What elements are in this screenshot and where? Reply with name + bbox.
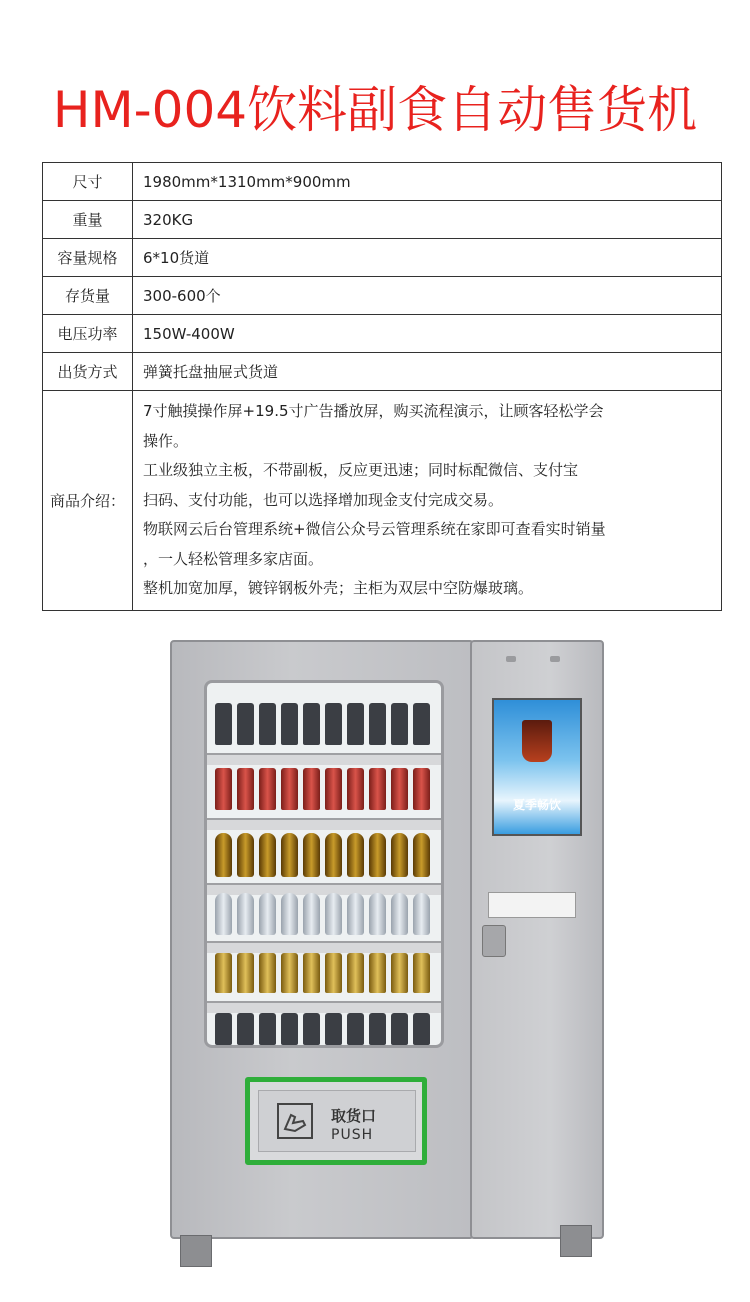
spec-value: 150W-400W: [133, 315, 722, 353]
product-item: [215, 703, 232, 745]
spec-value: 6*10货道: [133, 239, 722, 277]
shelf: [207, 941, 441, 953]
product-item: [303, 893, 320, 935]
product-item: [215, 953, 232, 993]
drink-glass-icon: [522, 720, 552, 762]
ad-screen: [492, 698, 582, 836]
machine-foot: [180, 1235, 212, 1267]
product-item: [215, 833, 232, 877]
product-item: [259, 953, 276, 993]
product-item: [325, 833, 342, 877]
ad-screen-text: 夏季畅饮: [512, 798, 561, 812]
product-item: [259, 1013, 276, 1045]
product-item: [259, 833, 276, 877]
spec-row: [43, 239, 722, 277]
product-item: [347, 768, 364, 810]
product-item: [413, 1013, 430, 1045]
pickup-panel: [258, 1090, 416, 1152]
shelf: [207, 753, 441, 765]
pickup-label-cn: 取货口: [331, 1107, 377, 1125]
intro-line: 7寸触摸操作屏+19.5寸广告播放屏，购买流程演示，让顾客轻松学会: [143, 402, 604, 420]
product-item: [237, 893, 254, 935]
product-item: [369, 703, 386, 745]
machine-foot: [560, 1225, 592, 1257]
product-item: [369, 768, 386, 810]
product-item: [237, 833, 254, 877]
product-item: [391, 703, 408, 745]
spec-row: [43, 315, 722, 353]
intro-line: 扫码、支付功能，也可以选择增加现金支付完成交易。: [143, 490, 504, 509]
speaker-grille-icon: [506, 656, 516, 662]
shelf: [207, 1001, 441, 1013]
intro-line: 物联网云后台管理系统+微信公众号云管理系统在家即可查看实时销量: [143, 520, 606, 538]
product-item: [303, 833, 320, 877]
product-item: [325, 953, 342, 993]
product-item: [325, 703, 342, 745]
product-item: [325, 768, 342, 810]
product-item: [281, 703, 298, 745]
product-item: [303, 953, 320, 993]
spec-value: 300-600个: [133, 277, 722, 315]
product-item: [215, 893, 232, 935]
product-item: [391, 893, 408, 935]
product-item: [325, 1013, 342, 1045]
product-item: [281, 953, 298, 993]
intro-line: 操作。: [143, 431, 189, 450]
product-item: [303, 1013, 320, 1045]
product-item: [215, 768, 232, 810]
product-item: [325, 893, 342, 935]
product-item: [347, 893, 364, 935]
product-item: [259, 893, 276, 935]
spec-value: 弹簧托盘抽屉式货道: [133, 353, 722, 391]
spec-label: 尺寸: [43, 163, 133, 201]
product-item: [347, 953, 364, 993]
spec-label: 容量规格: [43, 239, 133, 277]
product-item: [369, 1013, 386, 1045]
spec-row: [43, 277, 722, 315]
payment-sticker: [488, 892, 576, 918]
spec-value: 1980mm*1310mm*900mm: [133, 163, 722, 201]
intro-label: 商品介绍：: [43, 391, 133, 611]
product-item: [281, 1013, 298, 1045]
product-item: [413, 953, 430, 993]
pickup-port: [245, 1077, 427, 1165]
product-item: [347, 703, 364, 745]
product-item: [237, 703, 254, 745]
product-item: [391, 768, 408, 810]
display-window: [204, 680, 444, 1048]
product-item: [391, 1013, 408, 1045]
spec-label: 存货量: [43, 277, 133, 315]
spec-label: 重量: [43, 201, 133, 239]
product-item: [369, 953, 386, 993]
intro-description: [133, 391, 722, 611]
vending-machine-image: [0, 600, 750, 1302]
shelf: [207, 818, 441, 830]
intro-line: ，一人轻松管理多家店面。: [143, 549, 324, 568]
spec-row: [43, 353, 722, 391]
spec-value: 320KG: [133, 201, 722, 239]
intro-row: [43, 391, 722, 611]
product-item: [413, 703, 430, 745]
machine-main-cabinet: [170, 640, 474, 1239]
pickup-label-en: PUSH: [331, 1127, 374, 1143]
product-item: [259, 768, 276, 810]
product-item: [281, 893, 298, 935]
speaker-grille-icon: [550, 656, 560, 662]
spec-table: [42, 162, 722, 611]
hand-push-icon: [277, 1103, 313, 1139]
product-item: [237, 768, 254, 810]
product-item: [215, 1013, 232, 1045]
product-item: [369, 833, 386, 877]
product-item: [413, 893, 430, 935]
product-item: [281, 833, 298, 877]
intro-line: 整机加宽加厚，镀锌钢板外壳；主柜为双层中空防爆玻璃。: [143, 579, 534, 597]
product-item: [391, 953, 408, 993]
door-lock-icon: [482, 925, 506, 957]
spec-label: 电压功率: [43, 315, 133, 353]
product-item: [413, 833, 430, 877]
product-item: [259, 703, 276, 745]
product-item: [237, 1013, 254, 1045]
spec-row: [43, 201, 722, 239]
product-item: [237, 953, 254, 993]
product-item: [281, 768, 298, 810]
product-item: [413, 768, 430, 810]
product-item: [303, 768, 320, 810]
product-item: [347, 833, 364, 877]
spec-row: [43, 163, 722, 201]
product-item: [391, 833, 408, 877]
product-item: [369, 893, 386, 935]
machine-side-panel: [470, 640, 604, 1239]
product-item: [347, 1013, 364, 1045]
page-title: HM-004饮料副食自动售货机: [52, 81, 698, 139]
product-item: [303, 703, 320, 745]
spec-label: 出货方式: [43, 353, 133, 391]
intro-line: 工业级独立主板，不带副板，反应更迅速；同时标配微信、支付宝: [143, 461, 579, 479]
